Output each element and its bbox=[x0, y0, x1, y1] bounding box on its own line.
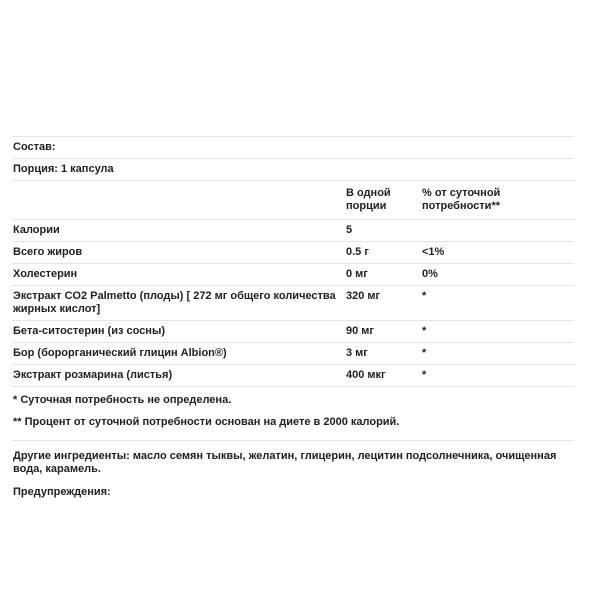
ingredient-name: Бета-ситостерин (из сосны) bbox=[13, 325, 166, 337]
dv-cell: 0% bbox=[422, 268, 438, 280]
other-ingredients: Другие ингредиенты: масло семян тыквы, желатин, глицерин, лецитин подсолнечника, очищенная вода, карамель. bbox=[13, 450, 557, 475]
amount-cell: 5 bbox=[346, 224, 353, 236]
dv-cell bbox=[421, 220, 574, 228]
footnotes bbox=[12, 387, 574, 440]
serving-size: Порция: 1 капсула bbox=[13, 163, 114, 175]
ingredient-name: Холестерин bbox=[13, 268, 78, 280]
dv-cell: * bbox=[422, 325, 427, 337]
ingredient-name: Экстракт CO2 Palmetto (плоды) [ 272 мг общего количества жирных кислот] bbox=[13, 290, 336, 315]
table-row bbox=[12, 220, 574, 241]
amount-cell: 400 мкг bbox=[346, 369, 386, 381]
header-ingredient-column bbox=[12, 181, 345, 193]
table-row bbox=[12, 242, 574, 263]
table-header bbox=[12, 181, 574, 219]
amount-cell: 3 мг bbox=[346, 347, 368, 359]
ingredient-name: Экстракт розмарина (листья) bbox=[13, 369, 173, 381]
table-body bbox=[12, 219, 574, 386]
composition-heading: Состав: bbox=[13, 141, 56, 153]
table-row bbox=[12, 264, 574, 285]
dv-cell: * bbox=[422, 369, 427, 381]
table-row bbox=[12, 365, 574, 386]
table-row bbox=[12, 343, 574, 364]
ingredient-name: Всего жиров bbox=[13, 246, 83, 258]
table-row bbox=[12, 286, 574, 320]
ingredient-name: Бор (борорганический глицин Albion®) bbox=[13, 347, 227, 359]
amount-cell: 0 мг bbox=[346, 268, 368, 280]
divider bbox=[12, 440, 574, 441]
footnote: * Суточная потребность не определена. bbox=[13, 394, 232, 406]
amount-cell: 320 мг bbox=[346, 290, 381, 302]
header-dv-column: % от суточной потребности** bbox=[422, 187, 501, 212]
header-amount-column: В одной порции bbox=[346, 187, 391, 212]
supplement-facts-panel bbox=[12, 136, 574, 499]
footnote: ** Процент от суточной потребности основан на диете в 2000 калорий. bbox=[13, 416, 400, 428]
table-row bbox=[12, 321, 574, 342]
amount-cell: 0.5 г bbox=[346, 246, 369, 258]
amount-cell: 90 мг bbox=[346, 325, 375, 337]
dv-cell: * bbox=[422, 347, 427, 359]
dv-cell: * bbox=[422, 290, 427, 302]
ingredient-name: Калории bbox=[13, 224, 60, 236]
dv-cell: <1% bbox=[422, 246, 445, 258]
warnings-heading: Предупреждения: bbox=[13, 486, 111, 498]
